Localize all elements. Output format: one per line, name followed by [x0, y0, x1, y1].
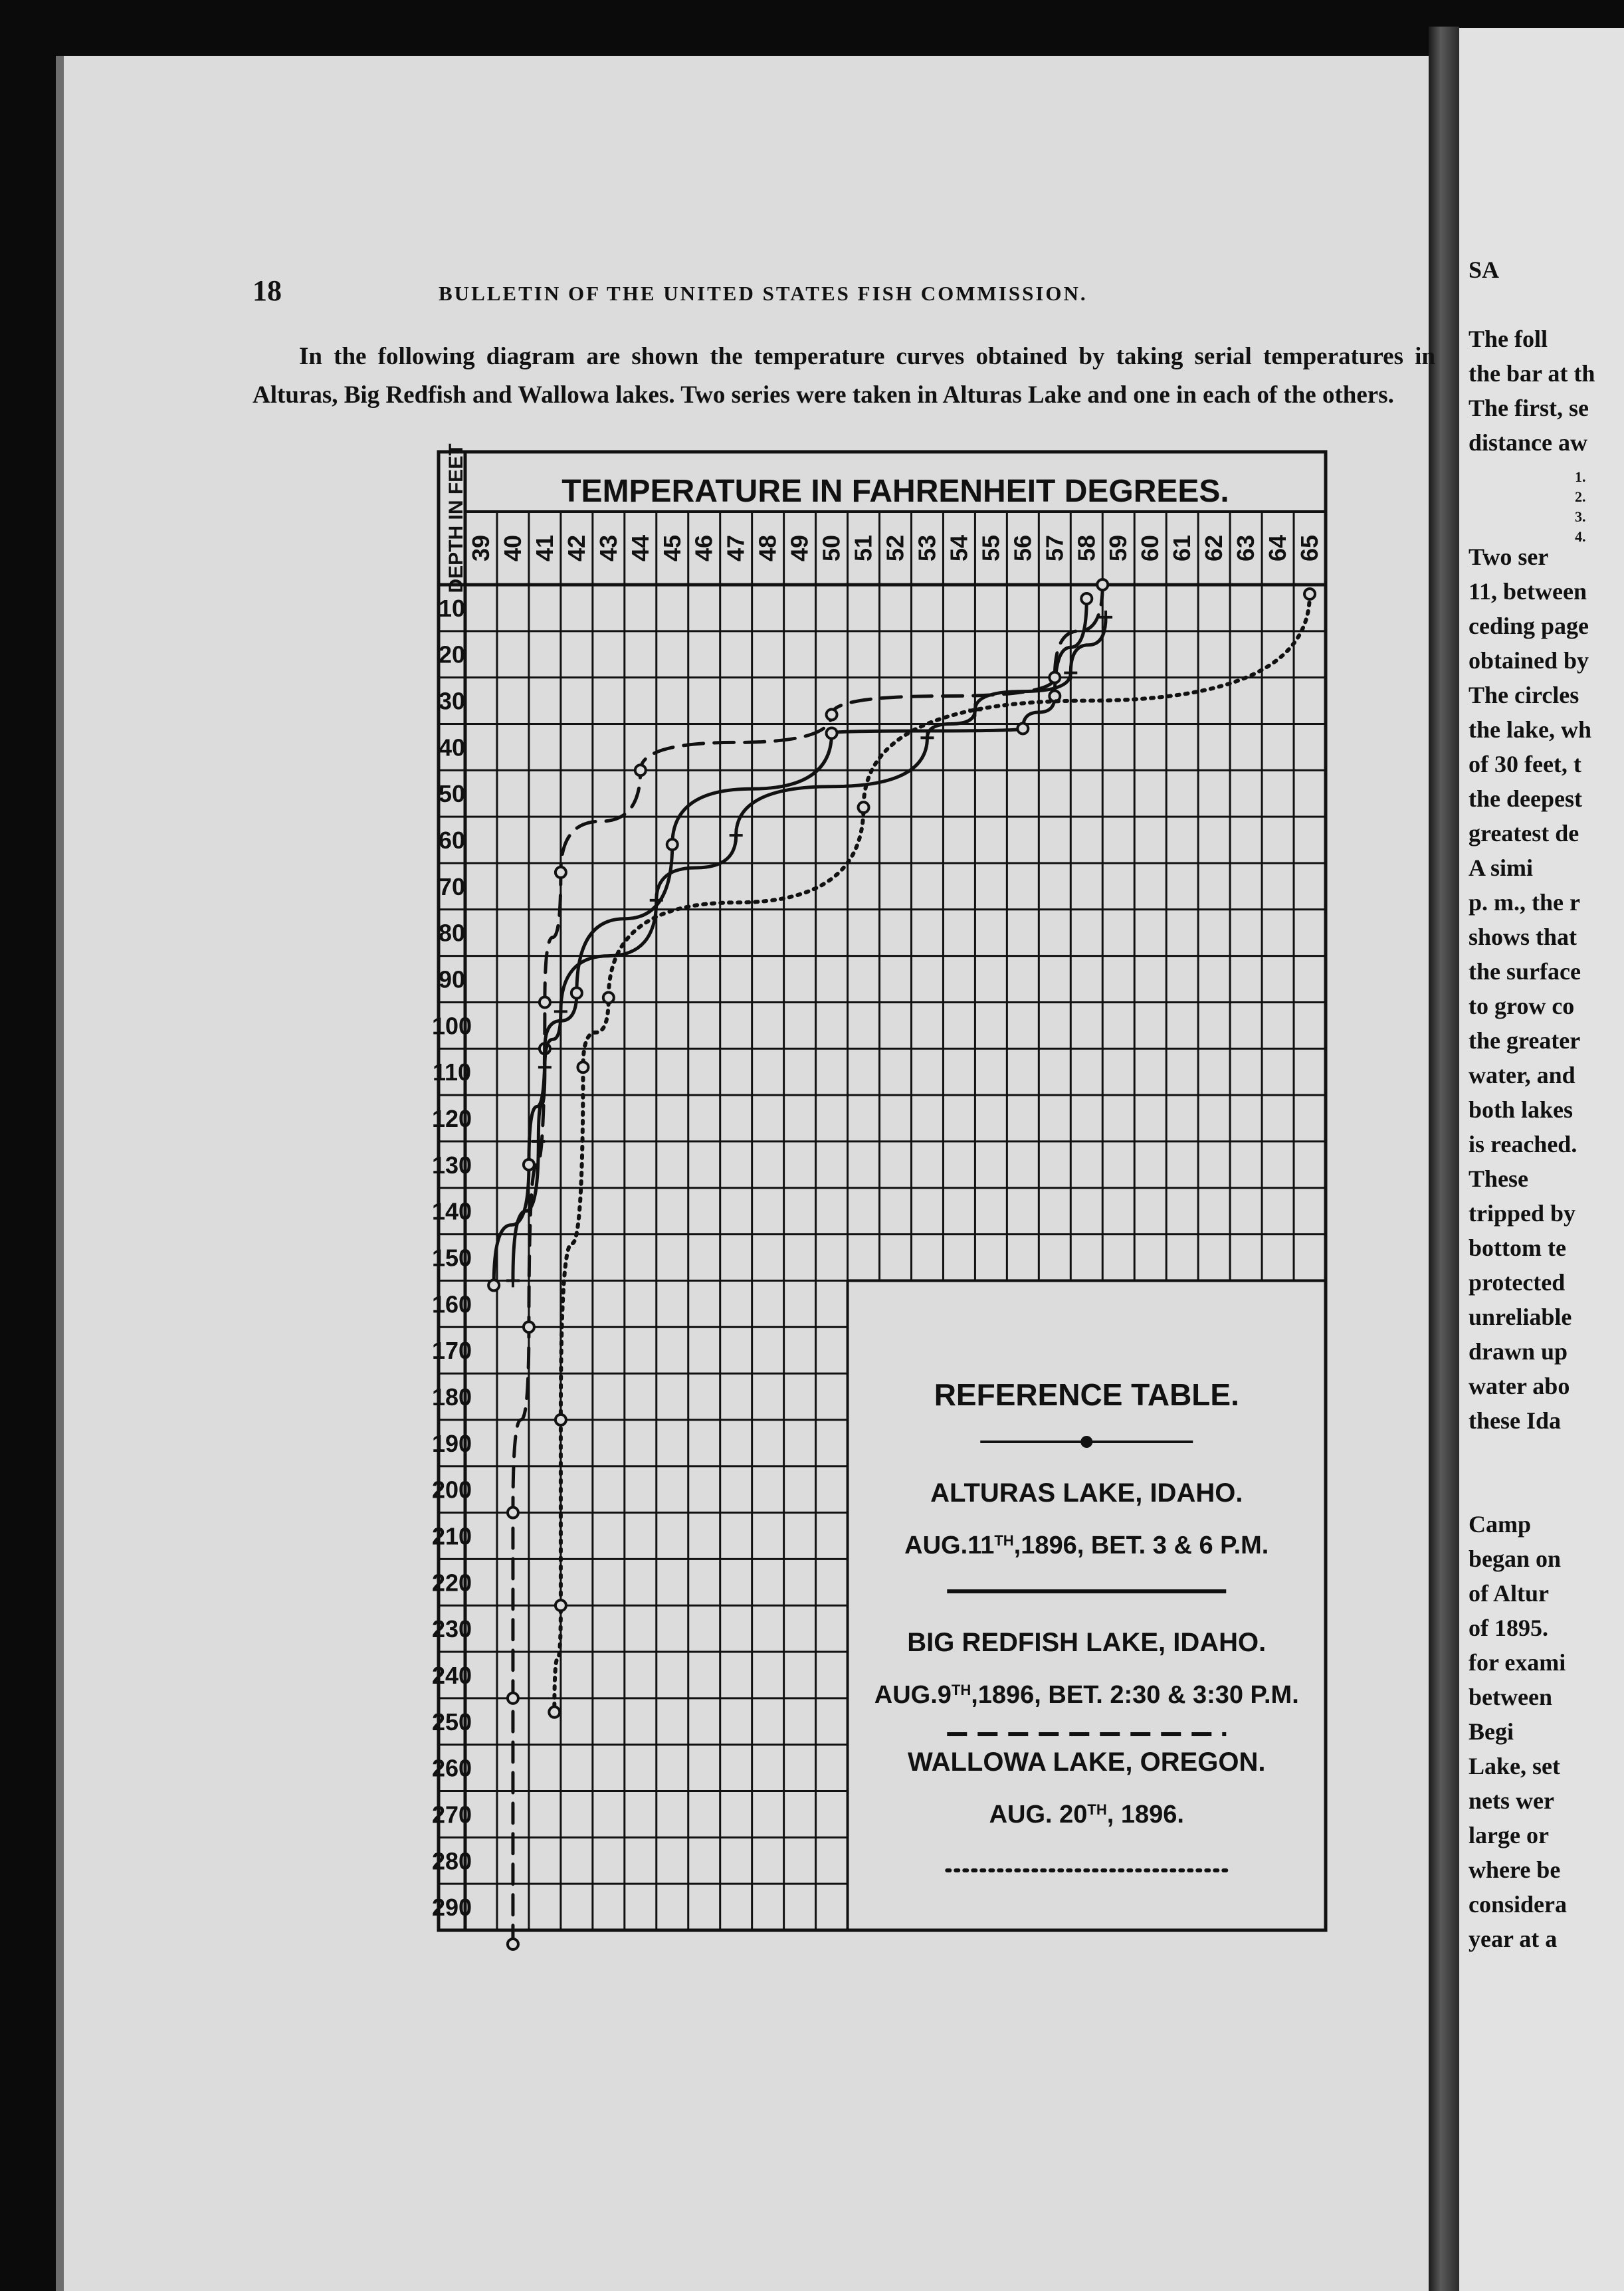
y-tick-label: 190 [431, 1429, 472, 1457]
x-tick-label: 57 [1041, 534, 1068, 562]
right-text-line: unreliable [1469, 1304, 1572, 1330]
data-point [827, 728, 837, 738]
right-text-line: considera [1469, 1891, 1567, 1918]
right-text-line: These [1469, 1165, 1528, 1192]
right-text-line: year at a [1469, 1926, 1558, 1952]
x-tick-label: 49 [785, 534, 813, 562]
right-text-line: water abo [1469, 1373, 1570, 1399]
right-text-line: large or [1469, 1822, 1549, 1848]
y-tick-label: 290 [431, 1894, 472, 1922]
right-text-line: The foll [1469, 326, 1548, 352]
right-text-line: ceding page [1469, 613, 1589, 639]
right-text-line: distance aw [1469, 429, 1587, 456]
data-point [859, 802, 869, 813]
right-text-line: 1. [1575, 468, 1586, 485]
data-point [603, 992, 614, 1003]
data-point [920, 731, 934, 744]
x-tick-label: 44 [626, 534, 654, 562]
y-tick-label: 20 [438, 641, 466, 668]
x-tick-label: 58 [1072, 534, 1100, 562]
right-text-line: SA [1469, 256, 1500, 283]
y-tick-label: 80 [438, 919, 466, 947]
x-tick-label: 43 [594, 534, 622, 562]
y-tick-label: 60 [438, 827, 466, 854]
data-point [827, 710, 837, 720]
reference-table-title: REFERENCE TABLE. [934, 1377, 1239, 1412]
x-tick-label: 39 [466, 534, 494, 562]
right-text-line: is reached. [1469, 1131, 1577, 1157]
right-text-line: the bar at th [1469, 360, 1595, 387]
right-text-line: 2. [1575, 488, 1586, 505]
right-text-line: began on [1469, 1545, 1562, 1572]
y-tick-label: 50 [438, 780, 466, 808]
data-point [1081, 593, 1092, 604]
data-point [556, 867, 566, 878]
intro-paragraph: In the following diagram are shown the temperature curves obtained by taking serial temperatures in Alturas, Big Redfish and Wallowa lakes. Two series were taken in Alturas Lake and one in each of the others. [253, 343, 1435, 409]
x-tick-label: 61 [1168, 534, 1196, 562]
right-text-line: between [1469, 1684, 1552, 1710]
reference-entry-name: WALLOWA LAKE, OREGON. [908, 1747, 1266, 1777]
y-tick-label: 250 [431, 1708, 472, 1736]
right-text-line: The first, se [1469, 395, 1589, 421]
reference-entry-date: AUG.11TH,1896, BET. 3 & 6 P.M. [904, 1532, 1269, 1559]
right-text-line: of 1895. [1469, 1615, 1548, 1641]
x-tick-label: 50 [817, 534, 845, 562]
data-point [540, 997, 550, 1007]
y-tick-label: 10 [438, 594, 466, 622]
right-text-line: 11, between [1469, 578, 1587, 605]
right-text-line: where be [1469, 1856, 1561, 1883]
x-tick-label: 52 [881, 534, 909, 562]
y-tick-label: 110 [432, 1058, 472, 1086]
y-axis-label: DEPTH IN FEET [445, 443, 467, 593]
data-point [508, 1693, 518, 1704]
right-text-line: the deepest [1469, 785, 1582, 812]
y-tick-label: 170 [431, 1337, 472, 1365]
x-tick-label: 45 [658, 534, 686, 562]
x-tick-label: 65 [1296, 534, 1324, 562]
data-point [1017, 723, 1028, 734]
data-point [508, 1939, 518, 1949]
data-point [635, 765, 646, 775]
right-text-line: The circles [1469, 682, 1579, 708]
right-text-line: protected [1469, 1269, 1566, 1296]
x-tick-label: 42 [562, 534, 590, 562]
y-tick-label: 40 [438, 734, 466, 761]
data-point [650, 894, 663, 907]
y-tick-label: 270 [431, 1801, 472, 1829]
right-text-line: Two ser [1469, 544, 1549, 570]
data-point [1049, 672, 1060, 683]
y-tick-label: 30 [438, 687, 466, 715]
right-text-line: the lake, wh [1469, 716, 1592, 743]
data-point [524, 1159, 534, 1170]
data-point [667, 839, 678, 850]
x-tick-label: 62 [1200, 534, 1228, 562]
right-text-line: Lake, set [1469, 1753, 1560, 1779]
data-point [524, 1322, 534, 1332]
y-tick-label: 180 [431, 1383, 472, 1411]
right-text-line: A simi [1469, 854, 1534, 881]
data-point [577, 1062, 588, 1072]
right-text-line: bottom te [1469, 1235, 1566, 1261]
y-tick-label: 240 [431, 1661, 472, 1689]
reference-entry-name: BIG REDFISH LAKE, IDAHO. [907, 1628, 1267, 1657]
x-tick-label: 64 [1264, 534, 1292, 562]
data-point [556, 1415, 566, 1425]
page-number: 18 [253, 274, 282, 307]
right-text-line: tripped by [1469, 1200, 1576, 1227]
x-tick-label: 60 [1136, 534, 1164, 562]
y-tick-label: 260 [431, 1754, 472, 1782]
y-tick-label: 220 [431, 1569, 472, 1597]
data-point [549, 1707, 559, 1718]
reference-entry-date: AUG. 20TH, 1896. [989, 1801, 1184, 1829]
y-tick-label: 230 [431, 1615, 472, 1643]
reference-entry-date: AUG.9TH,1896, BET. 2:30 & 3:30 P.M. [874, 1681, 1299, 1709]
right-text-line: Begi [1469, 1718, 1514, 1745]
x-tick-label: 56 [1009, 534, 1037, 562]
y-tick-label: 70 [438, 872, 466, 900]
right-text-line: 3. [1575, 508, 1586, 525]
chart-title: TEMPERATURE IN FAHRENHEIT DEGREES. [561, 474, 1229, 509]
data-point [1304, 589, 1315, 599]
right-text-line: for exami [1469, 1649, 1566, 1676]
right-text-line: these Ida [1469, 1407, 1562, 1434]
x-tick-label: 63 [1232, 534, 1260, 562]
y-tick-label: 100 [431, 1012, 472, 1040]
right-text-line: p. m., the r [1469, 889, 1580, 916]
x-tick-label: 40 [498, 534, 526, 562]
right-text-line: the surface [1469, 958, 1581, 985]
right-text-line: Camp [1469, 1511, 1532, 1538]
x-tick-label: 59 [1104, 534, 1132, 562]
right-text-line: obtained by [1469, 647, 1589, 674]
y-tick-label: 160 [431, 1290, 472, 1318]
y-tick-label: 130 [431, 1151, 472, 1179]
data-point [1099, 611, 1112, 624]
data-point [556, 1600, 566, 1611]
data-point [508, 1508, 518, 1518]
y-tick-label: 150 [431, 1244, 472, 1272]
right-text-line: the greater [1469, 1027, 1581, 1054]
running-head: BULLETIN OF THE UNITED STATES FISH COMMISSION. [439, 282, 1088, 305]
x-tick-label: 55 [977, 534, 1005, 562]
right-text-line: water, and [1469, 1062, 1575, 1088]
right-text-line: drawn up [1469, 1338, 1568, 1365]
x-tick-label: 47 [722, 534, 750, 562]
reference-entry-name: ALTURAS LAKE, IDAHO. [930, 1478, 1243, 1508]
right-text-line: shows that [1469, 924, 1577, 950]
data-point [488, 1280, 499, 1290]
data-point [730, 829, 743, 842]
right-text-line: to grow co [1469, 993, 1575, 1019]
y-tick-label: 90 [438, 965, 466, 993]
right-text-line: of Altur [1469, 1580, 1549, 1607]
y-tick-label: 210 [431, 1522, 472, 1550]
x-tick-label: 54 [945, 534, 973, 562]
series-line [513, 617, 1106, 1281]
x-tick-label: 51 [849, 534, 877, 562]
y-tick-label: 140 [431, 1197, 472, 1225]
data-point [506, 1274, 520, 1287]
right-text-line: 4. [1575, 528, 1586, 545]
title-ornament-dot [1080, 1436, 1092, 1448]
y-tick-label: 200 [431, 1476, 472, 1504]
x-tick-label: 46 [690, 534, 718, 562]
x-tick-label: 53 [913, 534, 941, 562]
data-point [554, 1005, 567, 1018]
x-tick-label: 48 [754, 534, 781, 562]
right-text-line: greatest de [1469, 820, 1579, 847]
right-text-line: both lakes [1469, 1096, 1573, 1123]
y-tick-label: 120 [431, 1105, 472, 1133]
data-point [1097, 579, 1108, 590]
right-text-line: nets wer [1469, 1787, 1554, 1814]
right-text-line: of 30 feet, t [1469, 751, 1581, 777]
x-tick-label: 41 [530, 534, 558, 562]
data-point [571, 987, 582, 998]
y-tick-label: 280 [431, 1847, 472, 1875]
